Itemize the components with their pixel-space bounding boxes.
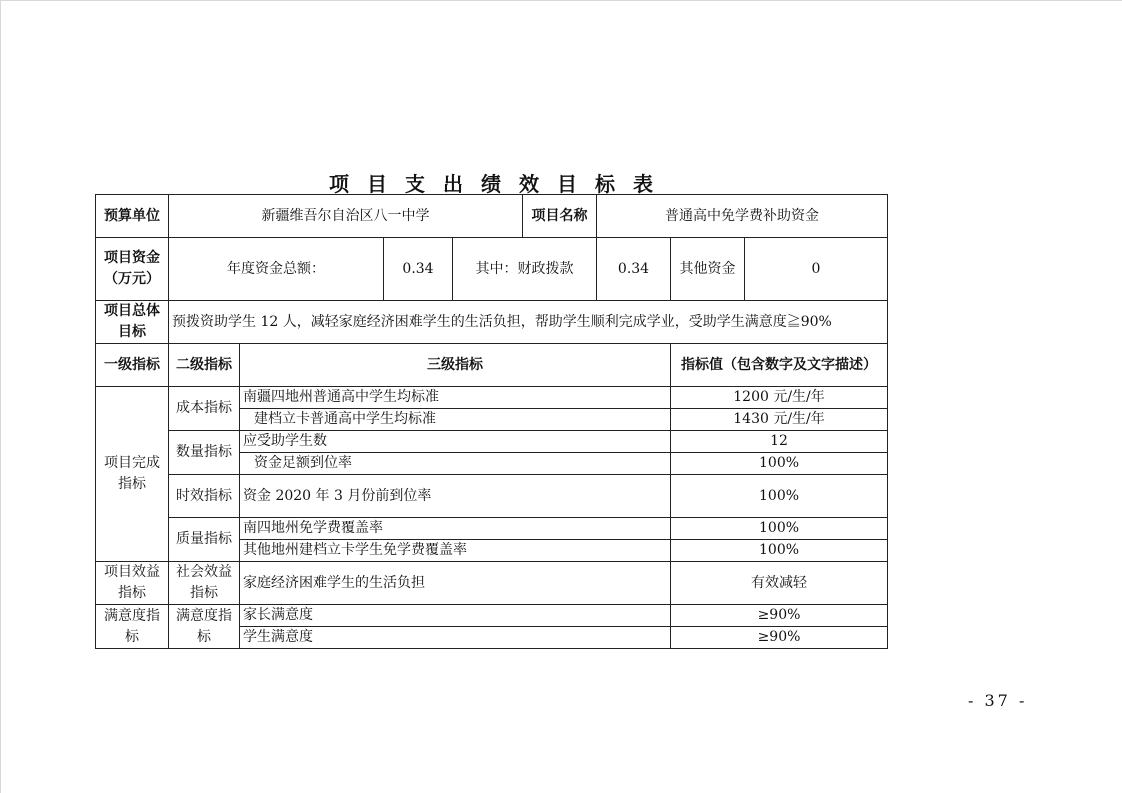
performance-goal-table xyxy=(95,194,888,649)
page-border-left xyxy=(0,0,1,793)
indicator-name: 学生满意度 xyxy=(240,627,671,649)
column-header-value: 指标值（包含数字及文字描述） xyxy=(671,344,888,387)
annual-total-label: 年度资金总额： xyxy=(169,238,384,301)
group-satisfaction-indicators: 满意度指标 xyxy=(96,605,169,649)
indicator-name: 南疆四地州普通高中学生均标准 xyxy=(240,387,671,409)
indicator-value: 100% xyxy=(671,518,888,540)
budget-unit-value: 新疆维吾尔自治区八一中学 xyxy=(169,195,523,238)
table-row xyxy=(96,301,888,344)
overall-goal-text: 预拨资助学生 12 人，减轻家庭经济困难学生的生活负担，帮助学生顺利完成学业，受助学生满意度≧90% xyxy=(169,301,888,344)
indicator-value: ≥90% xyxy=(671,627,888,649)
project-funds-label: 项目资金（万元） xyxy=(96,238,169,301)
project-name-value: 普通高中免学费补助资金 xyxy=(597,195,888,238)
overall-goal-label: 项目总体目标 xyxy=(96,301,169,344)
table-row xyxy=(96,238,888,301)
project-name-label: 项目名称 xyxy=(523,195,597,238)
fiscal-allocation-value: 0.34 xyxy=(597,238,671,301)
column-header-level3: 三级指标 xyxy=(240,344,671,387)
page-border-top xyxy=(0,0,1122,1)
subgroup-timeliness-indicators: 时效指标 xyxy=(169,475,240,518)
indicator-name: 其他地州建档立卡学生免学费覆盖率 xyxy=(240,540,671,562)
group-benefit-indicators: 项目效益指标 xyxy=(96,562,169,605)
page-title: 项目支出绩效目标表 xyxy=(329,172,671,196)
budget-unit-label: 预算单位 xyxy=(96,195,169,238)
table-row xyxy=(96,431,888,453)
indicator-name: 家长满意度 xyxy=(240,605,671,627)
indicator-value: 100% xyxy=(671,453,888,475)
column-header-level2: 二级指标 xyxy=(169,344,240,387)
table-row xyxy=(96,605,888,627)
indicator-name: 应受助学生数 xyxy=(240,431,671,453)
annual-total-value: 0.34 xyxy=(384,238,453,301)
indicator-value: ≥90% xyxy=(671,605,888,627)
indicator-value: 1200 元/生/年 xyxy=(671,387,888,409)
other-funds-label: 其他资金 xyxy=(671,238,745,301)
fiscal-allocation-label: 其中：财政拨款 xyxy=(453,238,597,301)
indicator-name: 家庭经济困难学生的生活负担 xyxy=(240,562,671,605)
indicator-value: 12 xyxy=(671,431,888,453)
indicator-value: 100% xyxy=(671,540,888,562)
table-row xyxy=(96,562,888,605)
indicator-value: 1430 元/生/年 xyxy=(671,409,888,431)
subgroup-quantity-indicators: 数量指标 xyxy=(169,431,240,475)
table-header-row xyxy=(96,344,888,387)
table-row xyxy=(96,518,888,540)
indicator-name: 南四地州免学费覆盖率 xyxy=(240,518,671,540)
indicator-name: 建档立卡普通高中学生均标准 xyxy=(240,409,671,431)
table-row xyxy=(96,387,888,409)
subgroup-cost-indicators: 成本指标 xyxy=(169,387,240,431)
page-number: - 37 - xyxy=(968,691,1028,710)
subgroup-quality-indicators: 质量指标 xyxy=(169,518,240,562)
indicator-value: 有效减轻 xyxy=(671,562,888,605)
indicator-name: 资金 2020 年 3 月份前到位率 xyxy=(240,475,671,518)
column-header-level1: 一级指标 xyxy=(96,344,169,387)
indicator-value: 100% xyxy=(671,475,888,518)
table-row xyxy=(96,195,888,238)
table-row xyxy=(96,475,888,518)
indicator-name: 资金足额到位率 xyxy=(240,453,671,475)
subgroup-satisfaction-indicators: 满意度指标 xyxy=(169,605,240,649)
group-completion-indicators: 项目完成指标 xyxy=(96,387,169,562)
subgroup-social-benefit-indicators: 社会效益指标 xyxy=(169,562,240,605)
other-funds-value: 0 xyxy=(745,238,888,301)
